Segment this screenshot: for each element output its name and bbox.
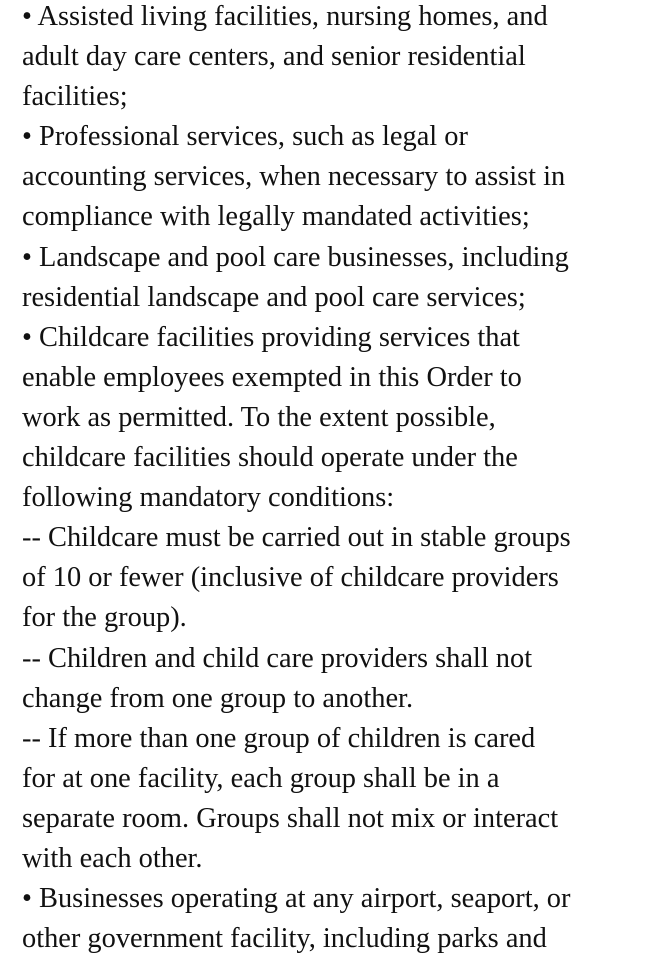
text-line: following mandatory conditions:	[22, 482, 395, 514]
text-line: for at one facility, each group shall be in a	[22, 762, 500, 794]
text-line: • Landscape and pool care businesses, including	[22, 241, 569, 273]
document-text	[22, 0, 652, 959]
text-line: other government facility, including parks and	[22, 923, 547, 955]
text-line: facilities;	[22, 81, 128, 113]
text-line: adult day care centers, and senior residential	[22, 41, 526, 73]
text-line: for the group).	[22, 602, 187, 634]
text-line: childcare facilities should operate under the	[22, 442, 518, 474]
text-line: separate room. Groups shall not mix or interact	[22, 802, 559, 834]
text-line: • Professional services, such as legal or	[22, 121, 468, 153]
text-line: compliance with legally mandated activities;	[22, 201, 530, 233]
text-line: -- Children and child care providers shall not	[22, 642, 533, 674]
text-line: • Businesses operating at any airport, seaport, or	[22, 883, 571, 915]
text-line: change from one group to another.	[22, 682, 414, 714]
text-line: -- If more than one group of children is cared	[22, 722, 536, 754]
text-line: -- Childcare must be carried out in stable groups	[22, 522, 571, 554]
text-line: of 10 or fewer (inclusive of childcare providers	[22, 562, 559, 594]
text-line: residential landscape and pool care services;	[22, 281, 526, 313]
text-line: • Assisted living facilities, nursing homes, and	[22, 1, 548, 32]
text-line: enable employees exempted in this Order to	[22, 361, 522, 393]
text-line: accounting services, when necessary to assist in	[22, 161, 566, 193]
text-line: • Childcare facilities providing services that	[22, 321, 520, 353]
text-line: work as permitted. To the extent possible,	[22, 401, 496, 433]
text-line: with each other.	[22, 842, 203, 874]
